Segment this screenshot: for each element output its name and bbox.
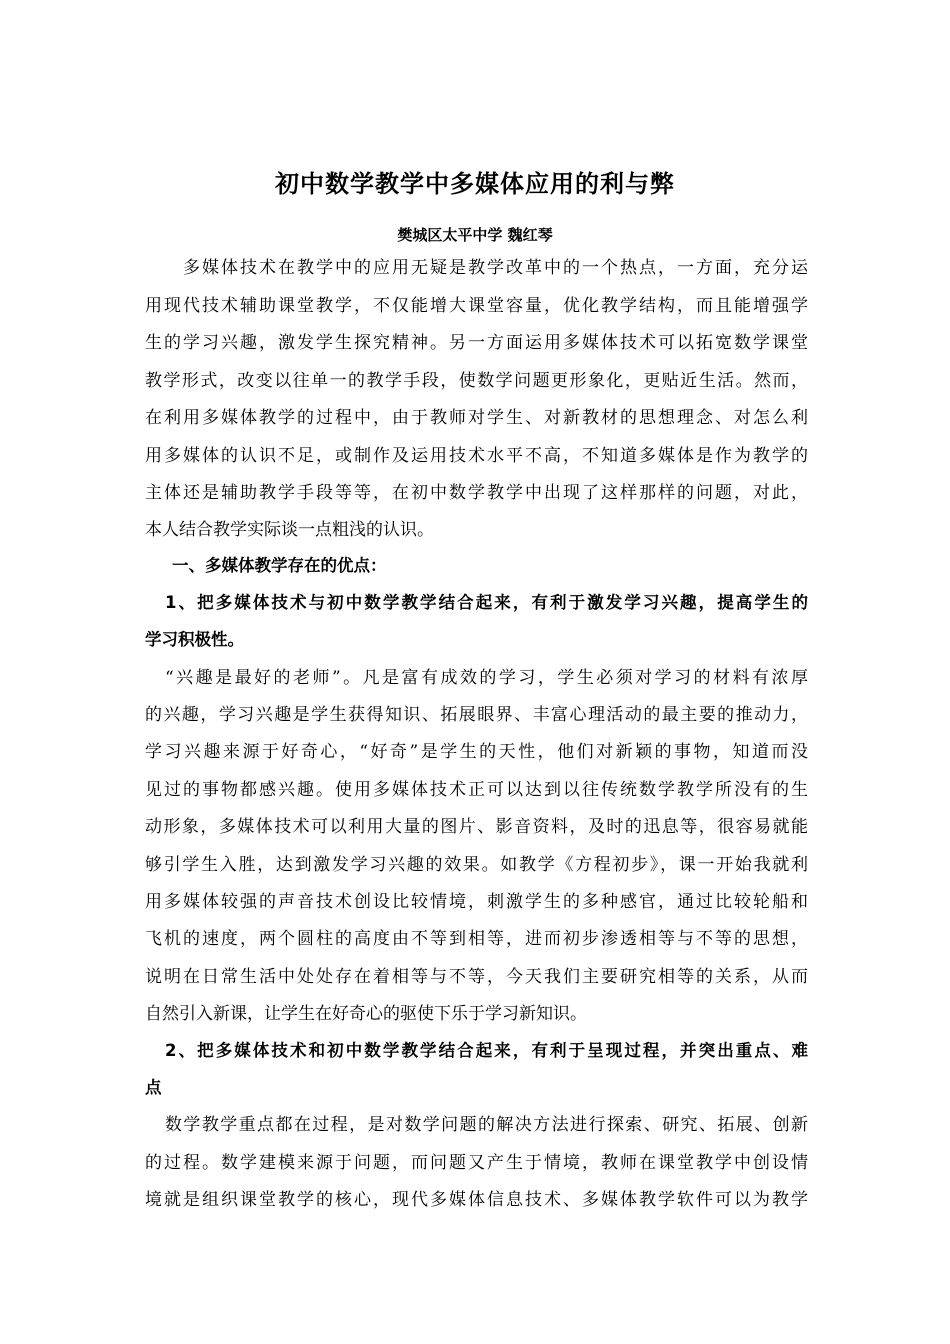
- paragraph-line: 用多媒体的认识不足，或制作及运用技术水平不高，不知道多媒体是作为教学的: [145, 446, 808, 466]
- subheading-line: 2、把多媒体技术和初中数学教学结合起来，有利于呈现过程，并突出重点、难: [165, 1041, 808, 1060]
- paragraph-line: 动形象，多媒体技术可以利用大量的图片、影音资料，及时的迅息等，很容易就能: [145, 817, 808, 837]
- paragraph-line: 境就是组织课堂教学的核心，现代多媒体信息技术、多媒体教学软件可以为教学: [145, 1190, 808, 1210]
- paragraph-line: 说明在日常生活中处处存在着相等与不等，今天我们主要研究相等的关系，从而: [145, 967, 808, 987]
- paragraph-line: 多媒体技术在教学中的应用无疑是教学改革中的一个热点，一方面，充分运: [183, 258, 808, 278]
- paragraph-line: 飞机的速度，两个圆柱的高度由不等到相等，进而初步渗透相等与不等的思想，: [145, 929, 808, 949]
- paragraph-line: 的过程。数学建模来源于问题，而问题又产生于情境，教师在课堂教学中创设情: [145, 1153, 808, 1173]
- subheading-line: 点: [145, 1078, 162, 1097]
- document-author: 樊城区太平中学 魏红琴: [397, 226, 553, 244]
- document-title: 初中数学教学中多媒体应用的利与弊: [275, 170, 675, 198]
- paragraph-line: 够引学生入胜，达到激发学习兴趣的效果。如教学《方程初步》，课一开始我就利: [145, 855, 808, 875]
- subheading-line: 学习积极性。: [145, 630, 244, 649]
- paragraph-line: 见过的事物都感兴趣。使用多媒体技术正可以达到以往传统数学教学所没有的生: [145, 780, 808, 800]
- section-heading: 一、多媒体教学存在的优点：: [172, 556, 387, 575]
- paragraph-line: “兴趣是最好的老师”。凡是富有成效的学习，学生必须对学习的材料有浓厚: [165, 668, 808, 688]
- subheading-line: 1、把多媒体技术与初中数学教学结合起来，有利于激发学习兴趣，提高学生的: [165, 593, 808, 612]
- paragraph-line: 主体还是辅助教学手段等等，在初中数学教学中出现了这样那样的问题，对此，: [145, 483, 808, 503]
- paragraph-line: 在利用多媒体教学的过程中，由于教师对学生、对新教材的思想理念、对怎么利: [145, 408, 808, 428]
- paragraph-line: 自然引入新课，让学生在好奇心的驱使下乐于学习新知识。: [145, 1004, 587, 1024]
- paragraph-line: 学习兴趣来源于好奇心，“好奇”是学生的天性，他们对新颖的事物，知道而没: [145, 742, 808, 762]
- paragraph-line: 的兴趣，学习兴趣是学生获得知识、拓展眼界、丰富心理活动的最主要的推动力，: [145, 705, 808, 725]
- paragraph-line: 用多媒体较强的声音技术创设比较情境，刺激学生的多种感官，通过比较轮船和: [145, 892, 808, 912]
- paragraph-line: 教学形式，改变以往单一的教学手段，使数学问题更形象化，更贴近生活。然而，: [145, 371, 808, 391]
- paragraph-line: 数学教学重点都在过程，是对数学问题的解决方法进行探索、研究、拓展、创新: [165, 1115, 808, 1135]
- paragraph-line: 用现代技术辅助课堂教学，不仅能增大课堂容量，优化教学结构，而且能增强学: [145, 296, 808, 316]
- paragraph-line: 本人结合教学实际谈一点粗浅的认识。: [145, 520, 434, 540]
- paragraph-line: 生的学习兴趣，激发学生探究精神。另一方面运用多媒体技术可以拓宽数学课堂: [145, 333, 808, 353]
